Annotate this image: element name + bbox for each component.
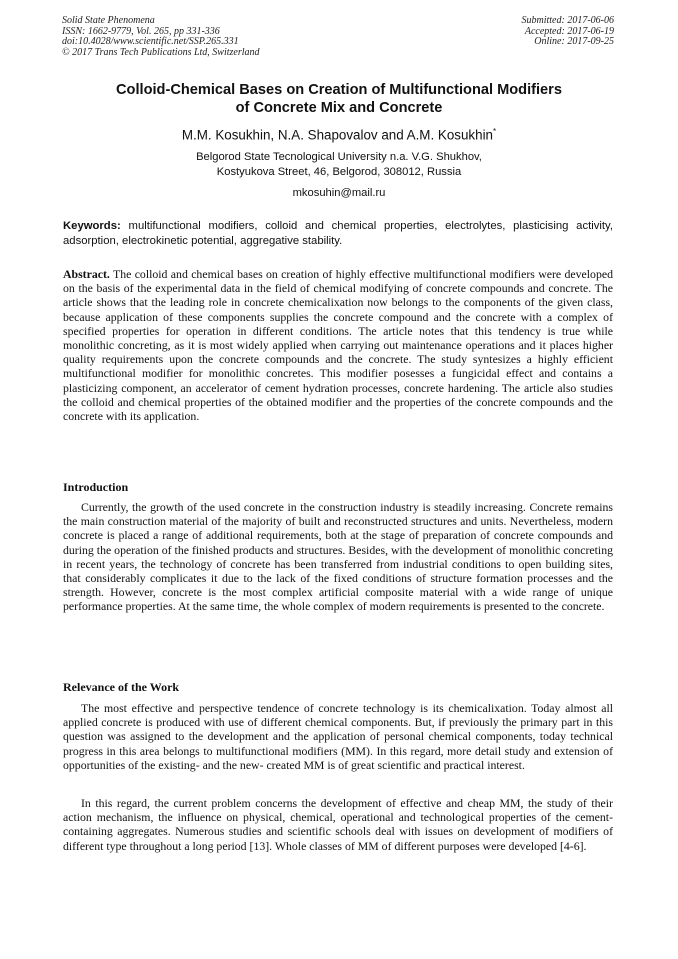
accepted-date: Accepted: 2017-06-19: [524, 25, 614, 37]
author-list: [40, 124, 638, 143]
abstract-text: The colloid and chemical bases on creation of highly effective multifunctional modifiers were developed on the basis of the experimental data in the field of chemical modifying of concrete compounds and concrete. The article shows that the leading role in concrete chemicalixation now belongs to the components of the given class, because application of these components supplies the concrete compound and the concrete with a complex of specified properties for operation in different conditions. The article notes that this tendency is true while monolithic concreting, as it is most widely applied when carrying out maintenance operations and it places higher quality requirements upon the concrete compounds and the concrete. The study syntesizes a highly efficient multifunctional modifier for monolithic concretes. This modifier posesses a fungicidal effect and contains a plasticizing component, an accelerator of cement hydration processes, concrete hardening. The article also studies the colloid and chemical properties of the obtained modifier and the properties of the concrete compounds and the concrete with its application.: [63, 267, 613, 424]
journal-name: Solid State Phenomena: [62, 15, 155, 26]
header-right: [522, 16, 615, 48]
copyright-line: © 2017 Trans Tech Publications Ltd, Switzerland: [62, 46, 260, 58]
author-email[interactable]: mkosuhin@mail.ru: [292, 187, 386, 199]
title-line-2: of Concrete Mix and Concrete: [235, 100, 443, 116]
relevance-paragraph-1: The most effective and perspective tendence of concrete technology is its chemicalixation. Today almost all applied concrete is produced with use of different chemical components. But, if previously the primary part in this question was assigned to the development and the application of personal chemical components, today technical progress in this area belongs to multifunctional modifiers (MM). In this regard, more detail study and extension of opportunities of the existing- and the new- created MM is of great scientific and practical interest.: [63, 701, 613, 772]
affiliation: [40, 150, 638, 179]
keywords: [63, 219, 613, 250]
paper-title: [40, 81, 638, 117]
online-date: Online: 2017-09-25: [534, 36, 614, 48]
abstract-label: Abstract.: [63, 267, 110, 281]
relevance-paragraph-2: In this regard, the current problem concerns the development of effective and cheap MM, the study of their action mechanism, the influence on physical, chemical, operational and technological properties of the cement-containing aggregates. Numerous studies and scientific schools deal with issues on development of modifiers of different type throughout a long period [13]. Whole classes of MM of different purposes were developed [4-6].: [63, 796, 613, 853]
issn-line: ISSN: 1662-9779, Vol. 265, pp 331-336: [62, 25, 220, 37]
keywords-label: Keywords:: [63, 220, 121, 232]
author-names: M.M. Kosukhin, N.A. Shapovalov and A.M. Kosukhin: [181, 127, 493, 143]
relevance-heading: Relevance of the Work: [63, 680, 180, 694]
introduction-heading: Introduction: [63, 480, 129, 494]
affiliation-line-1: Belgorod State Tecnological University n.a. V.G. Shukhov,: [196, 151, 482, 163]
affiliation-line-2: Kostyukova Street, 46, Belgorod, 308012, Russia: [216, 165, 462, 178]
doi-line: doi:10.4028/www.scientific.net/SSP.265.331: [62, 36, 239, 48]
keywords-text: multifunctional modifiers, colloid and chemical properties, electrolytes, plasticising activity, adsorption, electrokinetic potential, aggregative stability.: [63, 220, 613, 248]
introduction-paragraph: Currently, the growth of the used concrete in the construction industry is steadily increasing. Concrete remains the main construction material of the majority of built and reconstructed structures and units. Nevertheless, modern concrete is placed a range of additional requirements, both at the stage of preparation of concrete compounds and during the operation of the finished products and structures. Besides, with the development of monolithic concreting in recent years, the technology of concrete has been transferred from industrial conditions to open building sites, that considerably complicates it due to the lack of the fixed conditions of structure formation processes and the strength. However, concrete is the most complex artificial composite material with a wide range of unique performance properties. At the same time, the whole complex of modern requirements is presented to the concrete.: [63, 500, 613, 614]
abstract: [63, 267, 613, 423]
header-left: [62, 16, 260, 58]
submitted-date: Submitted: 2017-06-06: [521, 15, 614, 26]
corresponding-mark: *: [493, 127, 497, 136]
title-line-1: Colloid-Chemical Bases on Creation of Multifunctional Modifiers: [116, 82, 562, 98]
